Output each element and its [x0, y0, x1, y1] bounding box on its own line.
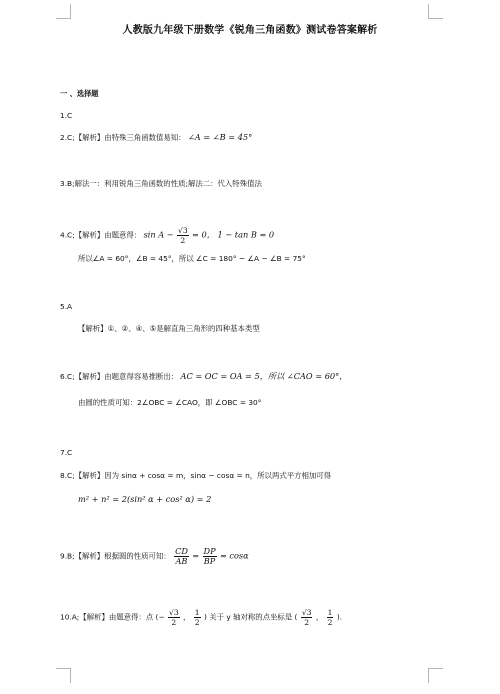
answer-10-fraction-3 — [301, 608, 313, 627]
answer-6-line-2: 由圆的性质可知：2∠OBC = ∠CAO，即 ∠OBC = 30° — [78, 398, 262, 407]
fraction-denominator: 2 — [171, 618, 177, 627]
answer-8-math: m² + n² = 2(sin² α + cos² α) = 2 — [78, 494, 212, 504]
answer-10-comma: ， — [183, 612, 191, 622]
answer-9-equals: = — [192, 550, 200, 561]
section-heading: 一 、选择题 — [60, 89, 99, 98]
answer-1: 1.C — [60, 111, 73, 120]
answer-9-fraction-1 — [174, 547, 189, 566]
fraction-numerator: 1 — [194, 608, 200, 617]
fraction-numerator: √3 — [169, 608, 179, 617]
fraction-denominator: AB — [175, 556, 188, 566]
answer-2-math: ∠A = ∠B = 45° — [187, 132, 253, 142]
fraction-denominator: 2 — [194, 618, 200, 627]
answer-9-fraction-2 — [203, 547, 217, 566]
answer-2-text: 2.C;【解析】由特殊三角函数值易知： — [60, 133, 186, 142]
answer-10 — [60, 608, 342, 627]
fraction-numerator: CD — [175, 546, 188, 556]
answer-10-end: ). — [336, 612, 343, 622]
answer-10-text: 10.A;【解析】由题意得：点 (− — [60, 612, 165, 622]
fraction-numerator: 1 — [327, 608, 333, 617]
answer-4-fraction — [177, 226, 189, 245]
fraction-numerator: DP — [203, 546, 216, 556]
answer-10-fraction-4 — [327, 608, 334, 627]
answer-6 — [60, 369, 347, 384]
crop-mark-top-left — [56, 4, 71, 19]
answer-10-fraction-1 — [168, 608, 180, 627]
answer-10-middle: ) 关于 y 轴对称的点坐标是 ( — [204, 612, 298, 622]
answer-5-line-2: 【解析】①、②、④、⑤是解直角三角形的四种基本类型 — [78, 324, 260, 333]
answer-4-math-b: = 0， 1 − tan B = 0 — [192, 229, 275, 240]
fraction-denominator: 2 — [304, 618, 310, 627]
fraction-denominator: BP — [203, 556, 216, 566]
answer-8: 8.C;【解析】因为 sinα + cosα = m，sinα − cosα = n，所以两式平方相加可得 — [60, 471, 332, 480]
answer-4 — [60, 226, 274, 245]
answer-10-fraction-2 — [194, 608, 201, 627]
crop-mark-bottom-right — [428, 668, 443, 683]
crop-mark-bottom-left — [56, 668, 71, 683]
fraction-denominator: 2 — [180, 236, 186, 245]
answer-6-text: 6.C;【解析】由题意得容易推断出： — [60, 372, 179, 381]
answer-5: 5.A — [60, 302, 73, 311]
fraction-numerator: √3 — [178, 226, 188, 235]
answer-4-math-a: sin A − — [143, 229, 174, 240]
fraction-denominator: 2 — [327, 618, 333, 627]
document-title: 人教版九年级下册数学《锐角三角函数》测试卷答案解析 — [122, 25, 378, 36]
crop-mark-top-right — [428, 4, 443, 19]
answer-10-comma-2: ， — [315, 612, 324, 622]
answer-7: 7.C — [60, 448, 73, 457]
answer-9-text: 9.B;【解析】根据圆的性质可知： — [60, 551, 171, 561]
answer-4-line-2: 所以∠A = 60°，∠B = 45°，所以 ∠C = 180° − ∠A − ∠B = 75° — [78, 254, 306, 263]
answer-9-tail: = cosα — [219, 550, 249, 561]
answer-6-math: AC = OC = OA = 5，所以 ∠CAO = 60°， — [180, 371, 348, 381]
answer-8-line-2 — [78, 492, 211, 507]
answer-9 — [60, 547, 249, 566]
answer-2 — [60, 130, 252, 145]
answer-3: 3.B;解法一：利用锐角三角函数的性质;解法二：代入特殊值法 — [60, 179, 262, 188]
answer-4-text: 4.C;【解析】由题意得： — [60, 230, 142, 240]
fraction-numerator: √3 — [301, 608, 312, 617]
